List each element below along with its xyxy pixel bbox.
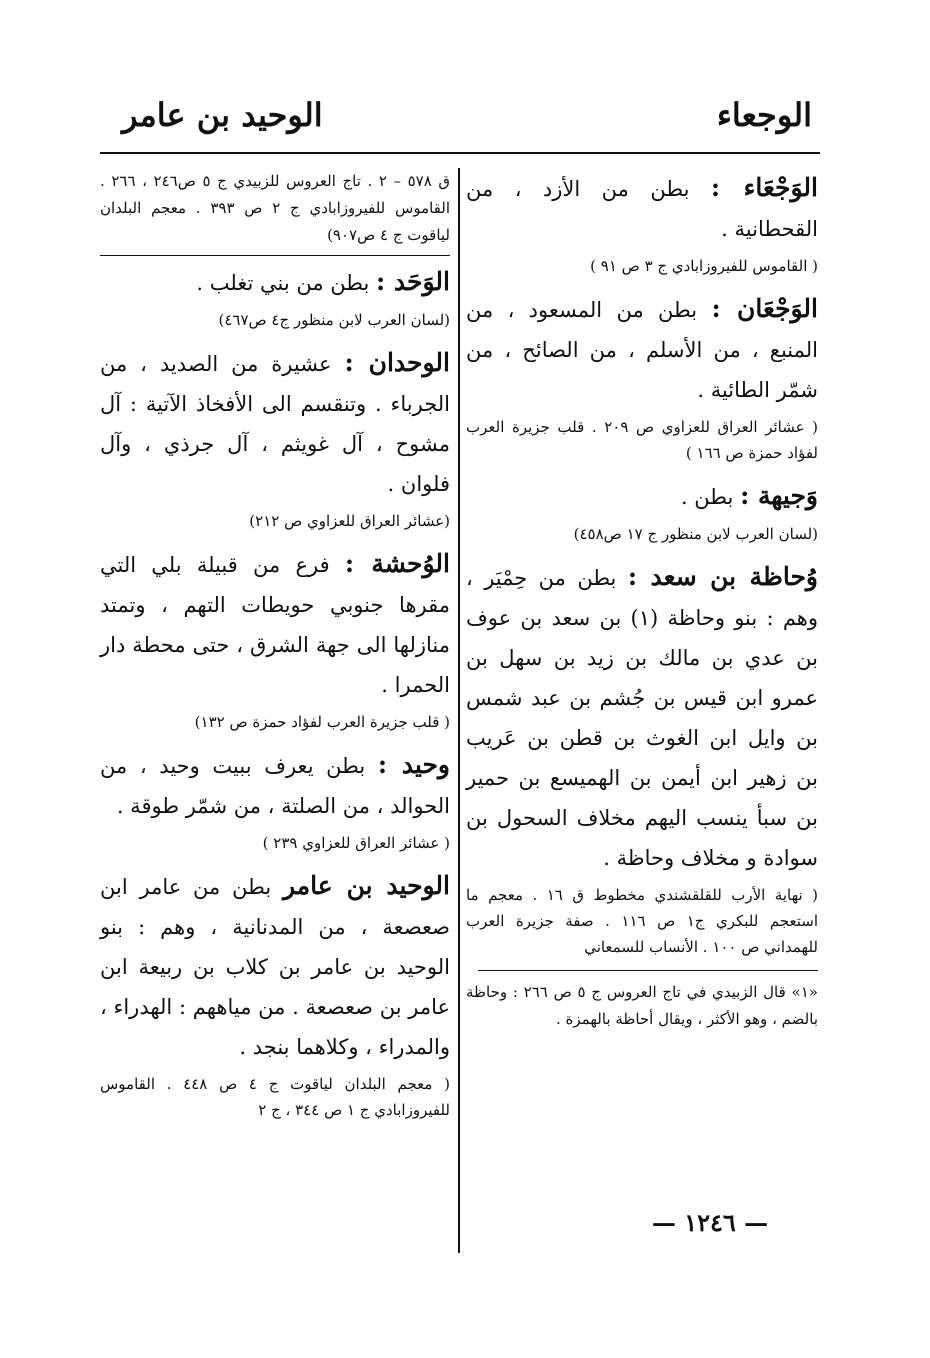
header-left-keyword: الوحيد بن عامر xyxy=(122,96,323,134)
entry-wahid xyxy=(100,745,450,826)
headword: الوحيد بن عامر xyxy=(283,871,450,900)
entry-text: بطن . xyxy=(680,485,734,509)
citation: (عشائر العراق للعزاوي ص ٢١٢) xyxy=(249,512,450,530)
entry-text: عشيرة من الصديد ، من الجرباء . وتنقسم الى الأفخاذ الآتية : آل مشوح ، آل غويثم ، آل جرذي ، وآل فلوان . xyxy=(100,352,450,496)
headword: الوَحَد : xyxy=(376,267,450,296)
entry-wajiha xyxy=(466,476,818,517)
headword: وُحاظة بن سعد : xyxy=(627,562,818,591)
headword: وَجيهة : xyxy=(740,481,818,510)
entry-wuhsha xyxy=(100,544,450,705)
entry-wahad xyxy=(100,262,450,303)
entry-wahid-bin-amir xyxy=(100,866,450,1067)
right-column xyxy=(466,168,818,1033)
continued-citation: ق ٥٧٨ – ٢ . تاج العروس للزبيدي ج ٥ ص٢٤٦ ، ٢٦٦ . القاموس للفيروزابادي ج ٢ ص ٣٩٣ . معجم البلدان لياقوت ج ٤ ص٩٠٧) xyxy=(100,168,450,256)
header-right-keyword: الوجعاء xyxy=(716,96,812,134)
entry-text: بطن من حِمْيَر ، وهم : بنو وحاظة (١) بن سعد بن عوف بن عدي بن مالك بن زيد بن سهل بن عمرو ابن قيس بن جُشم بن عبد شمس بن وايل ابن الغوث بن قطن بن عَريب بن زهير ابن أيمن بن الهميسع بن حمير بن سبأ ينسب اليهم مخلاف السحول بن سوادة و مخلاف وحاظة . xyxy=(466,566,819,870)
citation: ( نهاية الأرب للقلقشندي مخطوط ق ١٦ . معجم ما استعجم للبكري ج١ ص ١١٦ . صفة جزيرة العرب للهمداني ص ١٠٠ . الأنساب للسمعاني xyxy=(466,886,819,956)
entry-text: بطن من عامر ابن صعصعة ، من المدنانية ، وهم : بنو الوحيد بن عامر بن كلاب بن ربيعة ابن عامر بن صعصعة . من مياههم : الهدراء ، والمدراء ، وكلاهما بنجد . xyxy=(100,875,450,1059)
entry-wahdan xyxy=(100,343,450,504)
citation: (لسان العرب لابن منظور ج٤ ص٤٦٧) xyxy=(218,311,450,329)
entry-wajaa xyxy=(466,168,818,249)
column-divider xyxy=(458,168,460,1253)
headword: الوُحشة : xyxy=(344,549,450,578)
citation: ( قلب جزيرة العرب لفؤاد حمزة ص ١٣٢) xyxy=(194,713,450,731)
left-column xyxy=(100,168,450,1133)
entry-wuhaza xyxy=(466,557,818,878)
page-number: — ١٢٤٦ — xyxy=(651,1208,769,1237)
citation: ( عشائر العراق للعزاوي ٢٣٩ ) xyxy=(262,834,450,852)
entry-text: بطن من الأزد ، من القحطانية . xyxy=(466,177,818,241)
headword: الوحدان : xyxy=(344,348,450,377)
citation: ( القاموس للفيروزابادي ج ٣ ص ٩١ ) xyxy=(590,257,818,275)
headword: الوَجْعَان : xyxy=(711,294,818,323)
footnote-rule xyxy=(478,970,818,971)
footnote: «١» قال الزبيدي في تاج العروس ج ٥ ص ٢٦٦ : وحاظة بالضم ، وهو الأكثر ، ويقال أحاظة بالهمزة . xyxy=(466,983,818,1028)
headword: وحيد : xyxy=(377,750,450,779)
header-rule xyxy=(100,152,820,154)
entry-text: بطن من المسعود ، من المنبع ، من الأسلم ، من الصائح ، من شمّر الطائية . xyxy=(466,298,818,402)
citation: ( معجم البلدان لياقوت ج ٤ ص ٤٤٨ . القاموس للفيروزابادي ج ١ ص ٣٤٤ ، ج ٢ xyxy=(100,1075,451,1119)
citation: ( عشائر العراق للعزاوي ص ٢٠٩ . قلب جزيرة العرب لفؤاد حمزة ص ١٦٦ ) xyxy=(466,418,818,462)
entry-text: بطن يعرف ببيت وحيد ، من الحوالد ، من الصلتة ، من شمّر طوقة . xyxy=(100,754,450,818)
citation: (لسان العرب لابن منظور ج ١٧ ص٤٥٨) xyxy=(573,525,818,543)
entry-wajaan xyxy=(466,289,818,410)
entry-text: بطن من بني تغلب . xyxy=(196,271,370,295)
headword: الوَجْعَاء : xyxy=(710,173,818,202)
entry-text: فرع من قبيلة بلي التي مقرها جنوبي حويطات التهم ، وتمتد منازلها الى جهة الشرق ، حتى محطة دار الحمرا . xyxy=(100,553,450,697)
